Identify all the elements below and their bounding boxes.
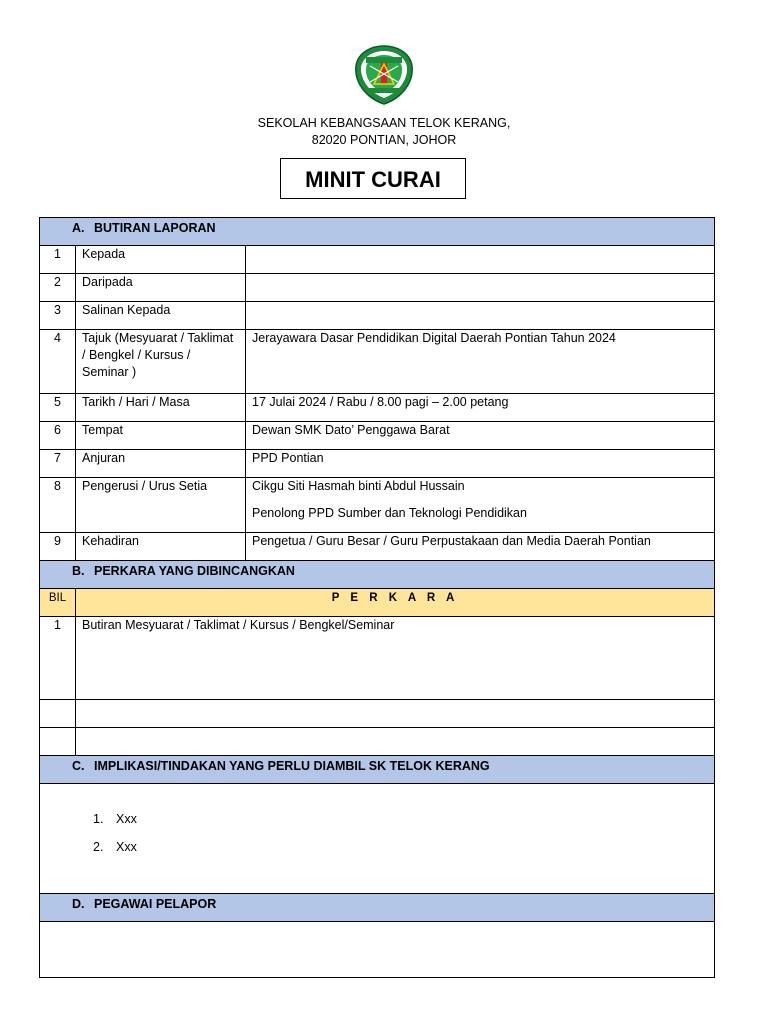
report-row-kepada <box>40 246 715 274</box>
perkara-text-field[interactable]: Butiran Mesyuarat / Taklimat / Kursus / Bengkel/Seminar <box>76 617 715 700</box>
school-name: SEKOLAH KEBANGSAAN TELOK KERANG, <box>257 116 511 130</box>
row-number: 6 <box>40 422 76 450</box>
row-number: 9 <box>40 533 76 561</box>
row-label: Tempat <box>76 422 246 450</box>
list-item-text: Xxx <box>116 812 137 826</box>
row-label: Daripada <box>76 274 246 302</box>
row-value-field[interactable]: 17 Julai 2024 / Rabu / 8.00 pagi – 2.00 petang <box>246 394 715 422</box>
row-value-field[interactable] <box>246 274 715 302</box>
row-label: Tarikh / Hari / Masa <box>76 394 246 422</box>
row-number: 4 <box>40 330 76 394</box>
perkara-text-field[interactable] <box>76 700 715 728</box>
implikasi-body <box>40 784 715 894</box>
report-row-kehadiran <box>40 533 715 561</box>
report-row-tempat <box>40 422 715 450</box>
report-row-anjuran <box>40 450 715 478</box>
section-a-title: BUTIRAN LAPORAN <box>94 221 216 235</box>
row-value-field[interactable]: PPD Pontian <box>246 450 715 478</box>
chairperson-name: Cikgu Siti Hasmah binti Abdul Hussain <box>252 479 465 493</box>
row-number: 7 <box>40 450 76 478</box>
section-a-letter: A. <box>72 221 85 235</box>
report-row-daripada <box>40 274 715 302</box>
row-value-field[interactable]: Jerayawara Dasar Pendidikan Digital Daerah Pontian Tahun 2024 <box>246 330 715 394</box>
section-d-title: PEGAWAI PELAPOR <box>94 897 217 911</box>
row-number: 8 <box>40 478 76 533</box>
row-number: 3 <box>40 302 76 330</box>
pegawai-pelapor-body <box>40 922 715 978</box>
row-number <box>40 728 76 756</box>
perkara-column-header: P E R K A R A <box>76 589 715 617</box>
section-c-title: IMPLIKASI/TINDAKAN YANG PERLU DIAMBIL SK TELOK KERANG <box>94 759 490 773</box>
report-row-tarikh <box>40 394 715 422</box>
bil-column-header: BIL <box>40 589 76 617</box>
section-d-header <box>40 894 715 922</box>
row-number: 5 <box>40 394 76 422</box>
list-item <box>93 811 714 828</box>
row-value-field[interactable] <box>246 302 715 330</box>
row-number: 1 <box>40 246 76 274</box>
row-label: Kehadiran <box>76 533 246 561</box>
perkara-table-header <box>40 589 715 617</box>
row-label: Salinan Kepada <box>76 302 246 330</box>
report-row-pengerusi <box>40 478 715 533</box>
section-c-header <box>40 756 715 784</box>
list-item-number: 1. <box>93 812 104 826</box>
row-number: 2 <box>40 274 76 302</box>
row-number: 1 <box>40 617 76 700</box>
chairperson-position: Penolong PPD Sumber dan Teknologi Pendidikan <box>252 506 527 520</box>
list-item-number: 2. <box>93 840 104 854</box>
section-c-letter: C. <box>72 759 85 773</box>
section-b-title: PERKARA YANG DIBINCANGKAN <box>94 564 295 578</box>
perkara-row <box>40 728 715 756</box>
school-address <box>0 115 768 149</box>
row-value-field[interactable] <box>246 246 715 274</box>
section-d-letter: D. <box>72 897 85 911</box>
perkara-row <box>40 700 715 728</box>
perkara-text-field[interactable] <box>76 728 715 756</box>
section-b-letter: B. <box>72 564 85 578</box>
section-a-header <box>40 218 715 246</box>
report-row-salinan-kepada <box>40 302 715 330</box>
minit-curai-form <box>39 217 715 978</box>
school-postcode-city: 82020 PONTIAN, JOHOR <box>311 133 457 147</box>
row-label: Kepada <box>76 246 246 274</box>
row-value-field[interactable]: Pengetua / Guru Besar / Guru Perpustakaan dan Media Daerah Pontian <box>246 533 715 561</box>
section-b-header <box>40 561 715 589</box>
list-item-text: Xxx <box>116 840 137 854</box>
implikasi-list <box>40 784 714 856</box>
row-value-field[interactable]: Dewan SMK Dato’ Penggawa Barat <box>246 422 715 450</box>
document-title: MINIT CURAI <box>280 158 466 199</box>
pegawai-pelapor-field[interactable] <box>40 922 715 978</box>
row-label: Anjuran <box>76 450 246 478</box>
implikasi-list-field[interactable] <box>40 784 715 894</box>
school-crest-logo <box>352 44 416 106</box>
row-number <box>40 700 76 728</box>
perkara-row <box>40 617 715 700</box>
row-label: Pengerusi / Urus Setia <box>76 478 246 533</box>
row-value-field[interactable] <box>246 478 715 533</box>
list-item <box>93 839 714 856</box>
row-label: Tajuk (Mesyuarat / Taklimat / Bengkel / Kursus / Seminar ) <box>76 330 246 394</box>
report-row-tajuk <box>40 330 715 394</box>
